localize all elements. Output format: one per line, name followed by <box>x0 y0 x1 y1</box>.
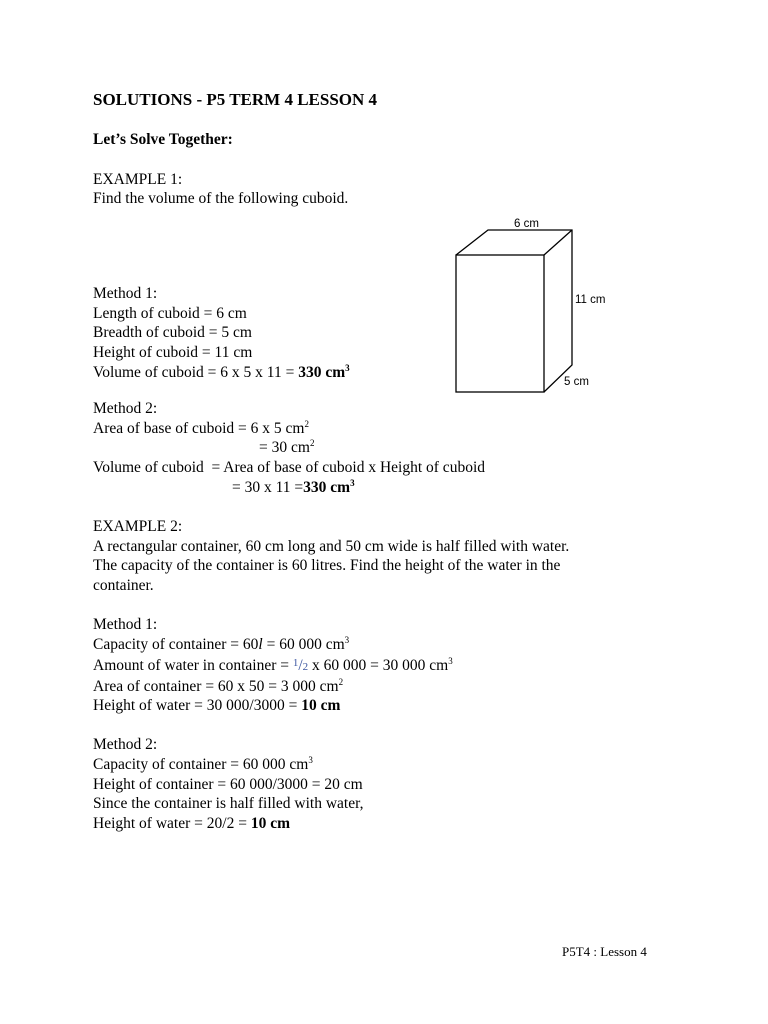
ex2-m2-height <box>93 814 290 834</box>
text: Area of container = 60 x 50 = 3 000 cm <box>93 678 339 695</box>
example-1-heading: EXAMPLE 1: <box>93 171 183 188</box>
example-2-heading: EXAMPLE 2: <box>93 518 183 535</box>
superscript: 3 <box>345 363 350 373</box>
text: Amount of water in container = <box>93 657 293 674</box>
text: = 30 cm <box>259 439 310 456</box>
ex2-method-2-heading: Method 2: <box>93 736 158 753</box>
superscript: 3 <box>448 656 453 666</box>
superscript: 2 <box>338 677 344 687</box>
cuboid-top-edge <box>544 230 572 255</box>
superscript: 3 <box>350 478 355 488</box>
ex2-m2-height-container: Height of container = 60 000/3000 = 20 cm <box>93 776 363 793</box>
ex2-question-line-2: The capacity of the container is 60 litres. Find the height of the water in the <box>93 557 561 574</box>
fraction-half <box>293 657 308 674</box>
section-subtitle: Let’s Solve Together: <box>93 131 233 148</box>
text: = 30 x 11 = <box>232 479 304 496</box>
superscript: 2 <box>309 438 315 448</box>
ex2-question-line-1: A rectangular container, 60 cm long and 50 cm wide is half filled with water. <box>93 538 570 555</box>
page-footer: P5T4 : Lesson 4 <box>562 944 647 959</box>
superscript: 2 <box>304 419 309 429</box>
text: Height of water = 20/2 = <box>93 815 251 832</box>
ex2-question-line-3: container. <box>93 577 154 594</box>
slash: / <box>298 657 303 674</box>
text: = 60 000 cm <box>262 636 345 653</box>
answer: 10 cm <box>301 697 341 714</box>
page-title: SOLUTIONS - P5 TERM 4 LESSON 4 <box>93 90 378 109</box>
superscript: 3 <box>344 635 350 645</box>
cuboid-front-face <box>456 255 544 392</box>
ex2-m2-capacity <box>93 755 313 775</box>
text: Volume of cuboid = 6 x 5 x 11 = <box>93 364 299 381</box>
ex2-method-1-heading: Method 1: <box>93 616 158 633</box>
ex1-m2-volume-2 <box>232 478 355 498</box>
ex1-method-1-heading: Method 1: <box>93 285 158 302</box>
text: Capacity of container = 60 <box>93 636 259 653</box>
denominator: 2 <box>302 661 309 673</box>
ex1-m1-height: Height of cuboid = 11 cm <box>93 344 253 361</box>
text: Height of water = 30 000/3000 = <box>93 697 302 714</box>
ex1-m1-volume <box>93 363 350 383</box>
ex1-method-2-heading: Method 2: <box>93 400 158 417</box>
text: Capacity of container = 60 000 cm <box>93 756 309 773</box>
ex1-m2-area-2 <box>259 438 314 458</box>
ex2-m1-area <box>93 677 343 697</box>
ex2-m2-since: Since the container is half filled with water, <box>93 795 364 812</box>
ex2-m1-capacity <box>93 635 349 655</box>
ex1-m2-volume-1: Volume of cuboid = Area of base of cuboid x Height of cuboid <box>93 459 485 476</box>
example-1-question: Find the volume of the following cuboid. <box>93 190 349 207</box>
ex1-m1-length: Length of cuboid = 6 cm <box>93 305 247 322</box>
cuboid-back-edges <box>456 230 572 392</box>
ex1-m1-breadth: Breadth of cuboid = 5 cm <box>93 324 252 341</box>
ex1-m2-area-1 <box>93 419 309 439</box>
superscript: 3 <box>308 755 313 765</box>
litre-symbol: l <box>258 636 263 653</box>
text: x 60 000 = 30 000 cm <box>308 657 449 674</box>
answer: 330 cm <box>298 364 346 381</box>
numerator: 1 <box>292 657 299 669</box>
ex2-m1-height <box>93 696 340 716</box>
dimension-label-right: 11 cm <box>575 294 606 306</box>
answer: 330 cm <box>303 479 351 496</box>
answer: 10 cm <box>250 815 290 832</box>
dimension-label-depth: 5 cm <box>564 376 589 388</box>
dimension-label-top: 6 cm <box>514 218 539 230</box>
text: Area of base of cuboid = 6 x 5 cm <box>93 420 305 437</box>
ex2-m1-amount <box>93 656 453 677</box>
